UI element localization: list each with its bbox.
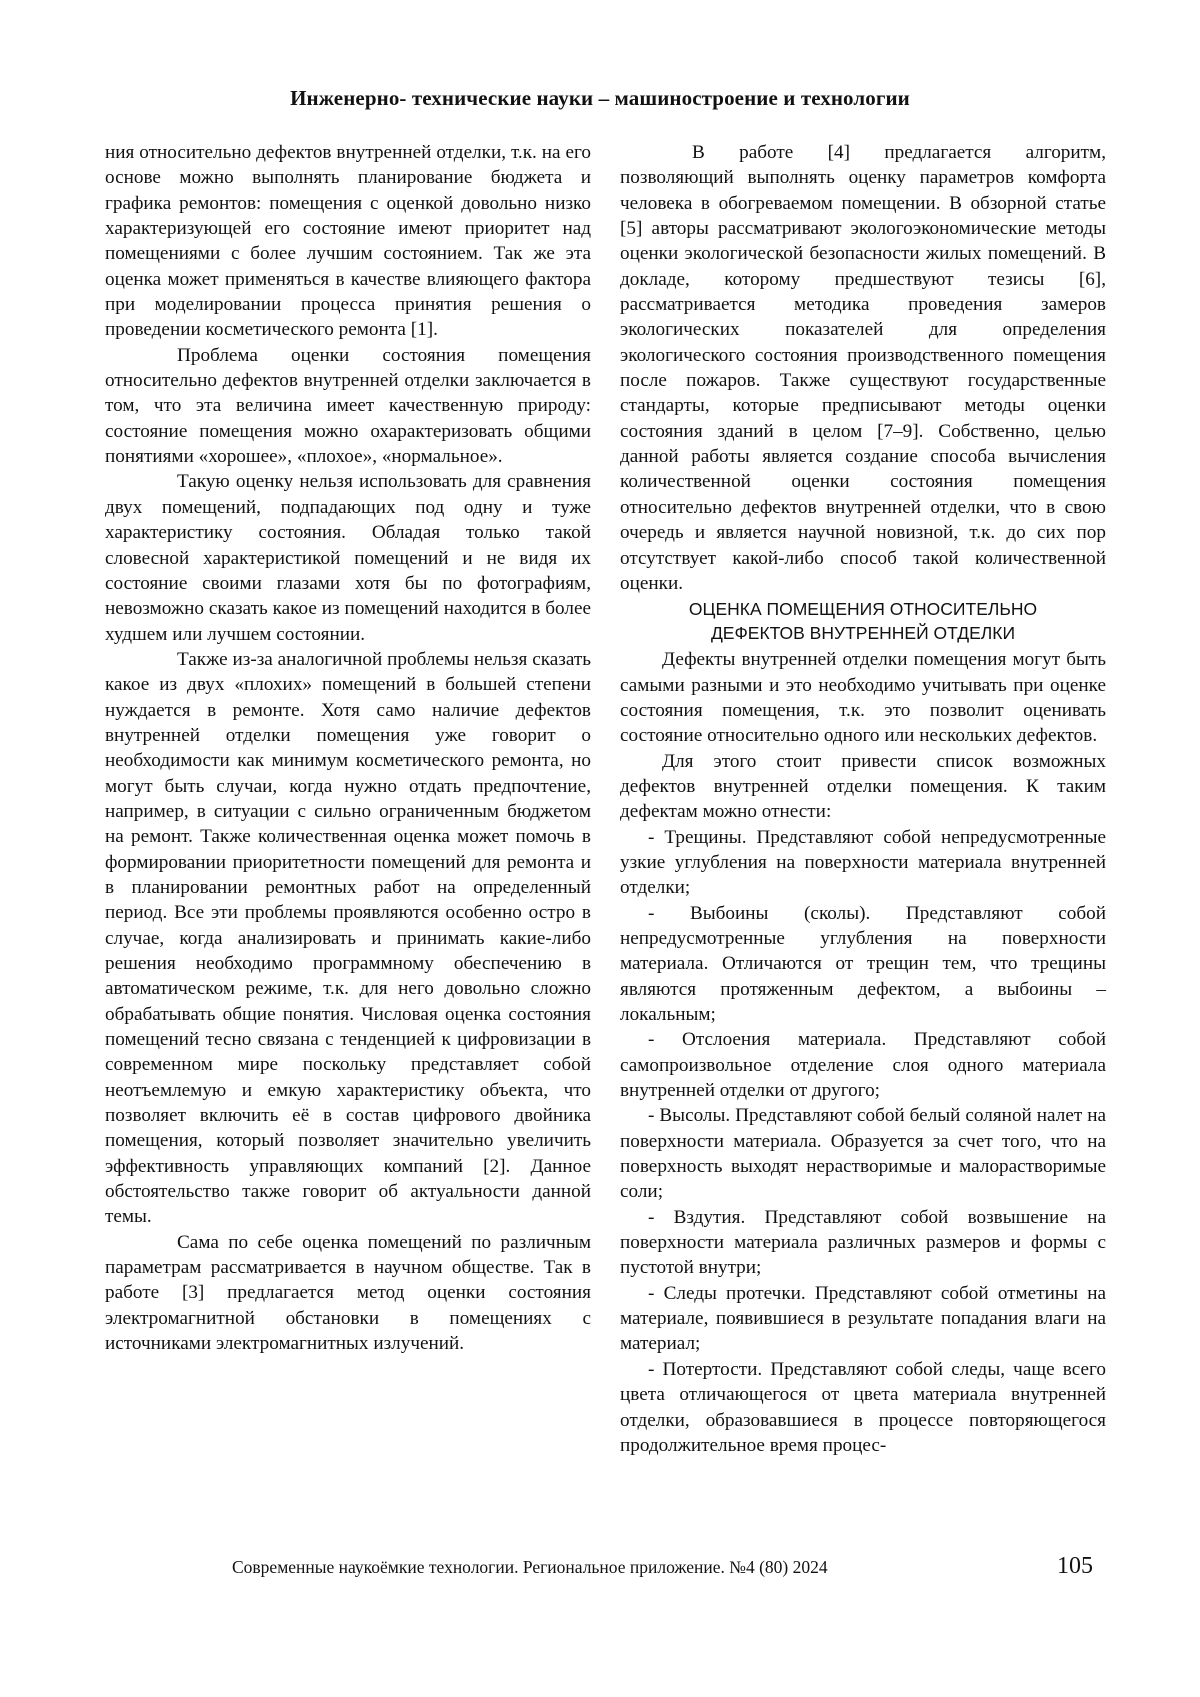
- defect-list-item: - Высолы. Представляют собой белый соляной налет на поверхности материала. Образуется за счет того, что на поверхность выходят нерастворимые и малорастворимые соли;: [620, 1105, 1106, 1203]
- section-heading: [620, 597, 1106, 645]
- defect-list-item: - Следы протечки. Представляют собой отметины на материале, появившиеся в результате попадания влаги на материал;: [620, 1282, 1106, 1355]
- defect-list-item: - Трещины. Представляют собой непредусмотренные узкие углубления на поверхности материала внутренней отделки;: [620, 826, 1106, 899]
- defect-list-item: - Вздутия. Представляют собой возвышение на поверхности материала различных размеров и формы с пустотой внутри;: [620, 1206, 1106, 1279]
- defect-list-item: - Отслоения материала. Представляют собой самопроизвольное отделение слоя одного материала внутренней отделки от другого;: [620, 1029, 1106, 1102]
- left-column: [105, 140, 591, 1357]
- paragraph: Дефекты внутренней отделки помещения могут быть самыми разными и это необходимо учитывать при оценке состояния помещения, т.к. это позволит оценивать состояние относительно одного или нескольких дефектов.: [620, 649, 1106, 747]
- paragraph: Также из-за аналогичной проблемы нельзя сказать какое из двух «плохих» помещений в большей степени нуждается в ремонте. Хотя само наличие дефектов внутренней отделки помещения уже говорит о необходимости как минимум косметического ремонта, но могут быть случаи, когда нужно отдать предпочтение, например, в ситуации с сильно ограниченным бюджетом на ремонт. Также количественная оценка может помочь в формировании приоритетности помещений для ремонта и в планировании ремонтных работ на определенный период. Все эти проблемы проявляются особенно остро в случае, когда анализировать и принимать какие-либо решения необходимо программному обеспечению в автоматическом режиме, т.к. для него довольно сложно обрабатывать общие понятия. Числовая оценка состояния помещений тесно связана с тенденцией к цифровизации в современном мире поскольку представляет собой неотъемлемую и емкую характеристику объекта, что позволяет включить её в состав цифрового двойника помещения, который позволяет значительно увеличить эффективность управляющих компаний [2]. Данное обстоятельство также говорит об актуальности данной темы.: [105, 648, 591, 1228]
- paragraph: Такую оценку нельзя использовать для сравнения двух помещений, подпадающих под одну и туже характеристику состояния. Обладая только такой словесной характеристикой помещений и не видя их состояние своими глазами хотя бы по фотографиям, невозможно сказать какое из помещений находится в более худшем или лучшем состоянии.: [105, 471, 591, 645]
- section-heading-line: ДЕФЕКТОВ ВНУТРЕННЕЙ ОТДЕЛКИ: [710, 623, 1016, 644]
- defect-list-item: - Потертости. Представляют собой следы, чаще всего цвета отличающегося от цвета материала внутренней отделки, образовавшиеся в процессе повторяющегося продолжительное время процес-: [620, 1358, 1106, 1456]
- defect-list-item: - Выбоины (сколы). Представляют собой непредусмотренные углубления на поверхности материала. Отличаются от трещин тем, что трещины являются протяженным дефектом, а выбоины – локальным;: [620, 902, 1106, 1025]
- paragraph: ния относительно дефектов внутренней отделки, т.к. на его основе можно выполнять планирование бюджета и графика ремонтов: помещения с оценкой довольно низко характеризующей его состояние имеют приоритет над помещениями с более лучшим состоянием. Так же эта оценка может применяться в качестве влияющего фактора при моделировании процесса принятия решения о проведении косметического ремонта [1].: [105, 142, 591, 341]
- paragraph: В работе [4] предлагается алгоритм, позволяющий выполнять оценку параметров комфорта человека в обогреваемом помещении. В обзорной статье [5] авторы рассматривают экологоэкономические методы оценки экологической безопасности жилых помещений. В докладе, которому предшествуют тезисы [6], рассматривается методика проведения замеров экологических показателей для определения экологического состояния производственного помещения после пожаров. Также существуют государственные стандарты, которые предписывают методы оценки состояния зданий в целом [7–9]. Собственно, целью данной работы является создание способа вычисления количественной оценки состояния помещения относительно дефектов внутренней отделки, что в свою очередь и является научной новизной, т.к. до сих пор отсутствует какой-либо способ такой количественной оценки.: [620, 142, 1106, 594]
- right-column: [620, 140, 1106, 1458]
- paragraph: Для этого стоит привести список возможных дефектов внутренней отделки помещения. К таким дефектам можно отнести:: [620, 750, 1106, 823]
- page-number: 105: [1057, 1553, 1093, 1579]
- journal-citation: Современные наукоёмкие технологии. Региональное приложение. №4 (80) 2024: [232, 1557, 828, 1577]
- page-footer: [0, 1553, 1200, 1581]
- paragraph: Сама по себе оценка помещений по различным параметрам рассматривается в научном обществе. Так в работе [3] предлагается метод оценки состояния электромагнитной обстановки в помещениях с источниками электромагнитных излучений.: [105, 1231, 591, 1355]
- running-title: Инженерно- технические науки – машиностроение и технологии: [290, 86, 910, 110]
- section-heading-line: ОЦЕНКА ПОМЕЩЕНИЯ ОТНОСИТЕЛЬНО: [688, 599, 1038, 620]
- paragraph: Проблема оценки состояния помещения относительно дефектов внутренней отделки заключается в том, что эта величина имеет качественную природу: состояние помещения можно охарактеризовать общими понятиями «хорошее», «плохое», «нормальное».: [105, 344, 591, 468]
